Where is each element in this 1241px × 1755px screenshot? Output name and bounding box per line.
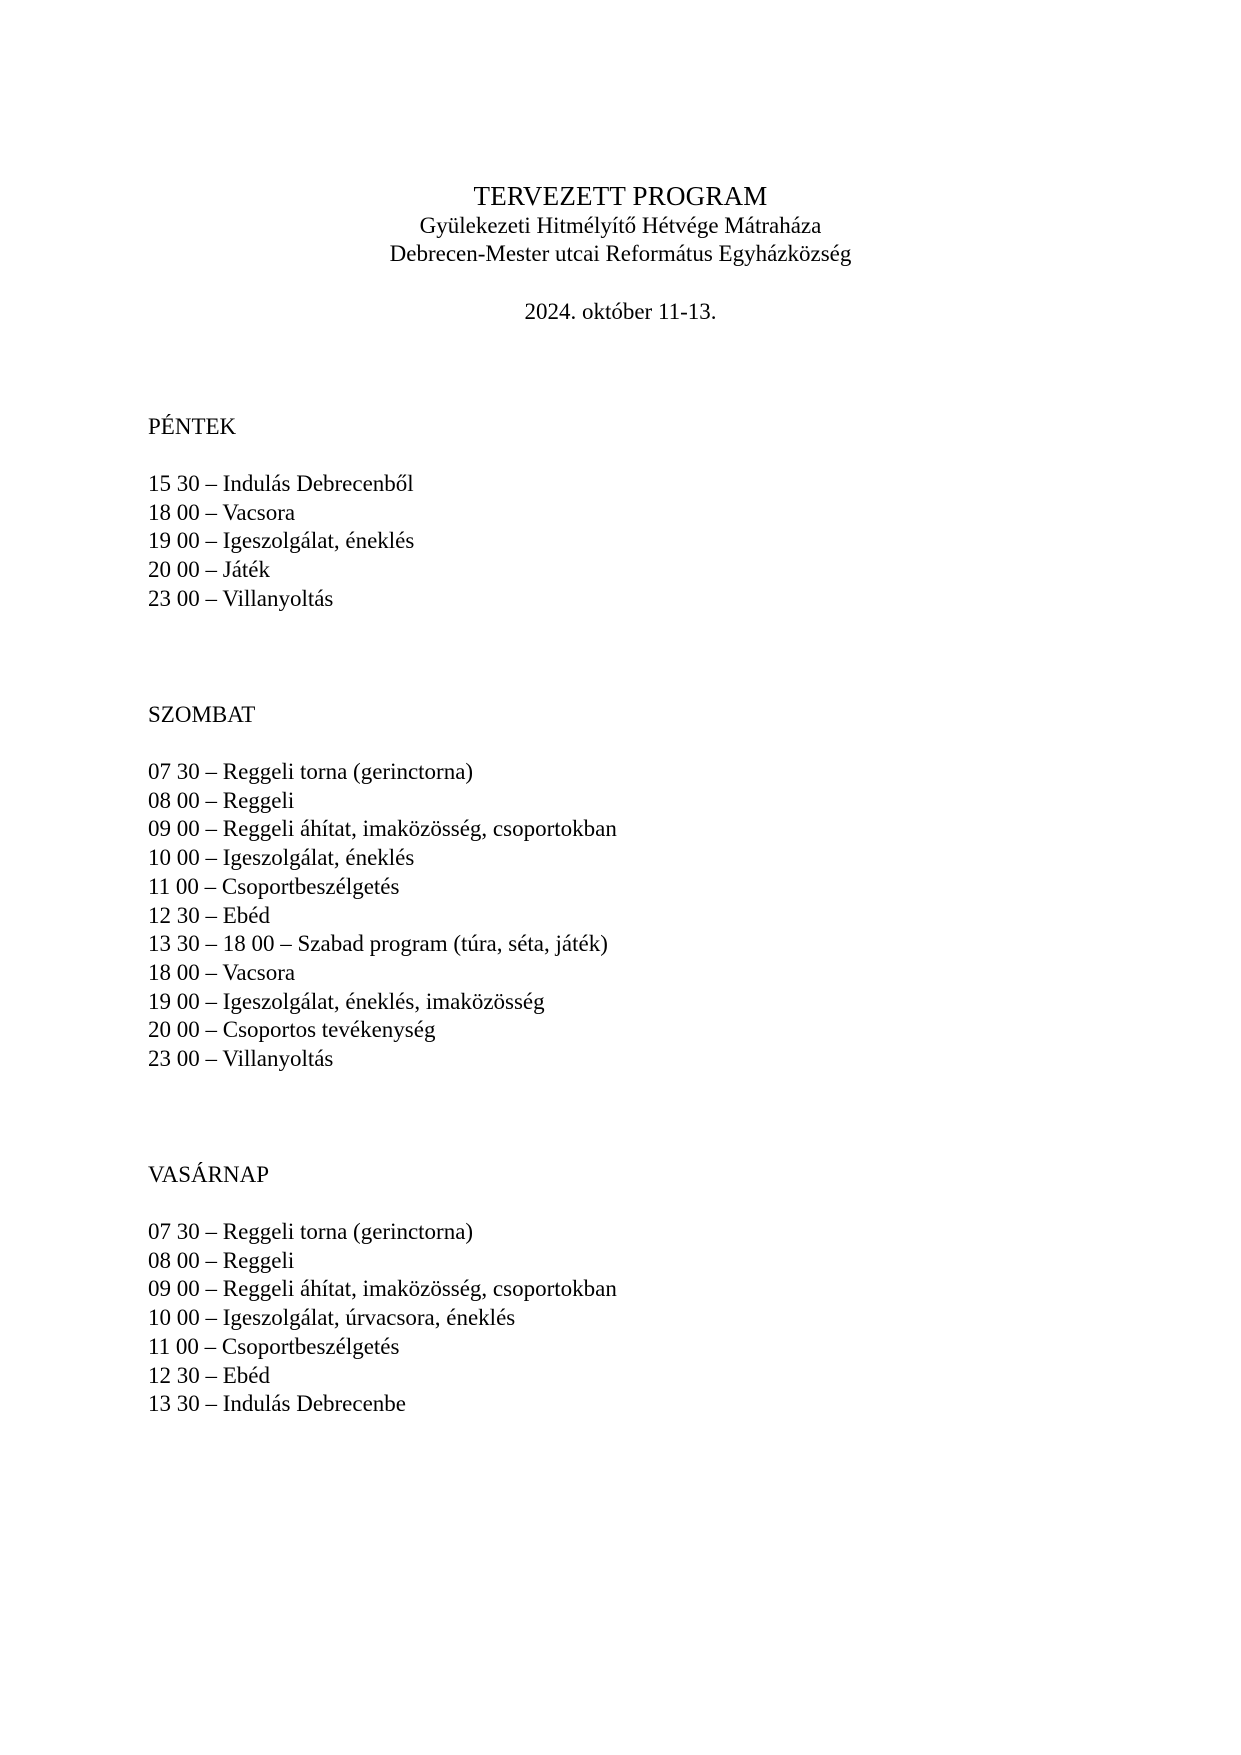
schedule-item: 10 00 – Igeszolgálat, éneklés <box>148 845 415 871</box>
schedule-item: 09 00 – Reggeli áhítat, imaközösség, csoportokban <box>148 1276 617 1302</box>
day-section-saturday <box>148 701 1148 1074</box>
schedule-item: 23 00 – Villanyoltás <box>148 585 334 611</box>
schedule-item: 23 00 – Villanyoltás <box>148 1046 334 1072</box>
schedule-item: 20 00 – Játék <box>148 557 271 583</box>
day-heading: PÉNTEK <box>148 414 237 439</box>
schedule-item: 11 00 – Csoportbeszélgetés <box>148 873 400 899</box>
schedule-item: 13 30 – 18 00 – Szabad program (túra, séta, játék) <box>148 931 608 957</box>
schedule-item: 09 00 – Reggeli áhítat, imaközösség, csoportokban <box>148 816 617 842</box>
schedule-item: 18 00 – Vacsora <box>148 499 296 525</box>
document-title: TERVEZETT PROGRAM <box>473 181 768 211</box>
schedule-item: 08 00 – Reggeli <box>148 1247 295 1273</box>
event-name: Gyülekezeti Hitmélyítő Hétvége Mátraháza <box>419 213 822 238</box>
event-date: 2024. október 11-13. <box>524 299 717 324</box>
schedule-list <box>148 1218 1148 1419</box>
schedule-item: 18 00 – Vacsora <box>148 959 296 985</box>
schedule-item: 12 30 – Ebéd <box>148 902 271 928</box>
schedule-list <box>148 758 1148 1074</box>
schedule-item: 10 00 – Igeszolgálat, úrvacsora, éneklés <box>148 1305 516 1331</box>
day-section-friday <box>148 413 1148 614</box>
schedule-item: 20 00 – Csoportos tevékenység <box>148 1017 436 1043</box>
schedule-item: 08 00 – Reggeli <box>148 787 295 813</box>
day-section-sunday <box>148 1161 1148 1419</box>
organizer-name: Debrecen-Mester utcai Református Egyházközség <box>389 241 852 266</box>
schedule-item: 07 30 – Reggeli torna (gerinctorna) <box>148 759 474 784</box>
schedule-item: 12 30 – Ebéd <box>148 1362 271 1388</box>
schedule-item: 13 30 – Indulás Debrecenbe <box>148 1391 407 1417</box>
day-heading: VASÁRNAP <box>148 1162 270 1187</box>
schedule-list <box>148 470 1148 614</box>
schedule-item: 07 30 – Reggeli torna (gerinctorna) <box>148 1219 474 1244</box>
schedule-item: 11 00 – Csoportbeszélgetés <box>148 1333 400 1359</box>
day-heading: SZOMBAT <box>148 702 256 727</box>
schedule-item: 15 30 – Indulás Debrecenből <box>148 471 414 496</box>
schedule-item: 19 00 – Igeszolgálat, éneklés <box>148 528 415 554</box>
schedule-item: 19 00 – Igeszolgálat, éneklés, imaközösség <box>148 988 545 1014</box>
